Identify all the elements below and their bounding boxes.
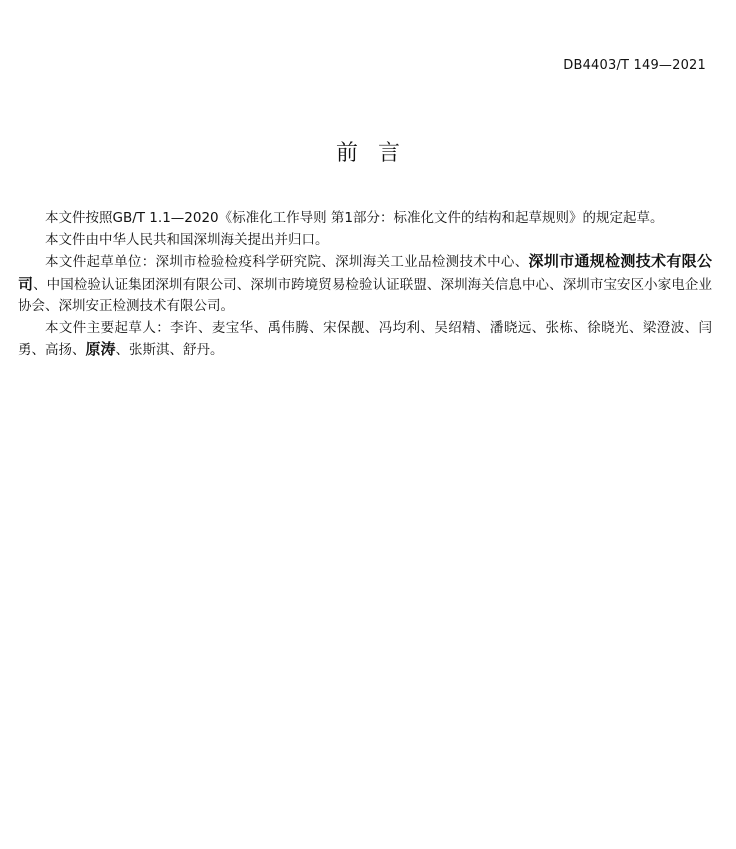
drafting-units-highlight: 深圳市通规检测技术有限公司 bbox=[18, 252, 712, 293]
paragraph-drafting-basis: 本文件按照GB/T 1.1—2020《标准化工作导则 第1部分：标准化文件的结构和起草规则》的规定起草。 bbox=[45, 210, 664, 226]
page-title: 前言 bbox=[335, 141, 420, 166]
drafters-text-post: 、张斯淇、舒丹。 bbox=[115, 342, 224, 358]
drafting-units-text-post: 、中国检验认证集团深圳有限公司、深圳市跨境贸易检验认证联盟、深圳海关信息中心、深圳市宝安区小家电企业协会、深圳安正检测技术有限公司。 bbox=[18, 276, 712, 314]
document-code: DB4403/T 149—2021 bbox=[563, 58, 706, 73]
paragraph-proposer: 本文件由中华人民共和国深圳海关提出并归口。 bbox=[45, 231, 329, 248]
paragraph-drafters bbox=[18, 318, 712, 362]
drafters-text-pre: 本文件主要起草人：李许、麦宝华、禹伟腾、宋保靓、冯均利、吴绍精、潘晓远、张栋、徐晓光、梁澄波、闫勇、高扬、 bbox=[18, 319, 712, 358]
paragraph-drafting-units bbox=[18, 251, 712, 318]
document-body bbox=[18, 208, 712, 362]
drafters-highlight: 原涛 bbox=[85, 340, 116, 358]
drafting-units-text-pre: 本文件起草单位：深圳市检验检疫科学研究院、深圳海关工业品检测技术中心、 bbox=[45, 254, 529, 270]
